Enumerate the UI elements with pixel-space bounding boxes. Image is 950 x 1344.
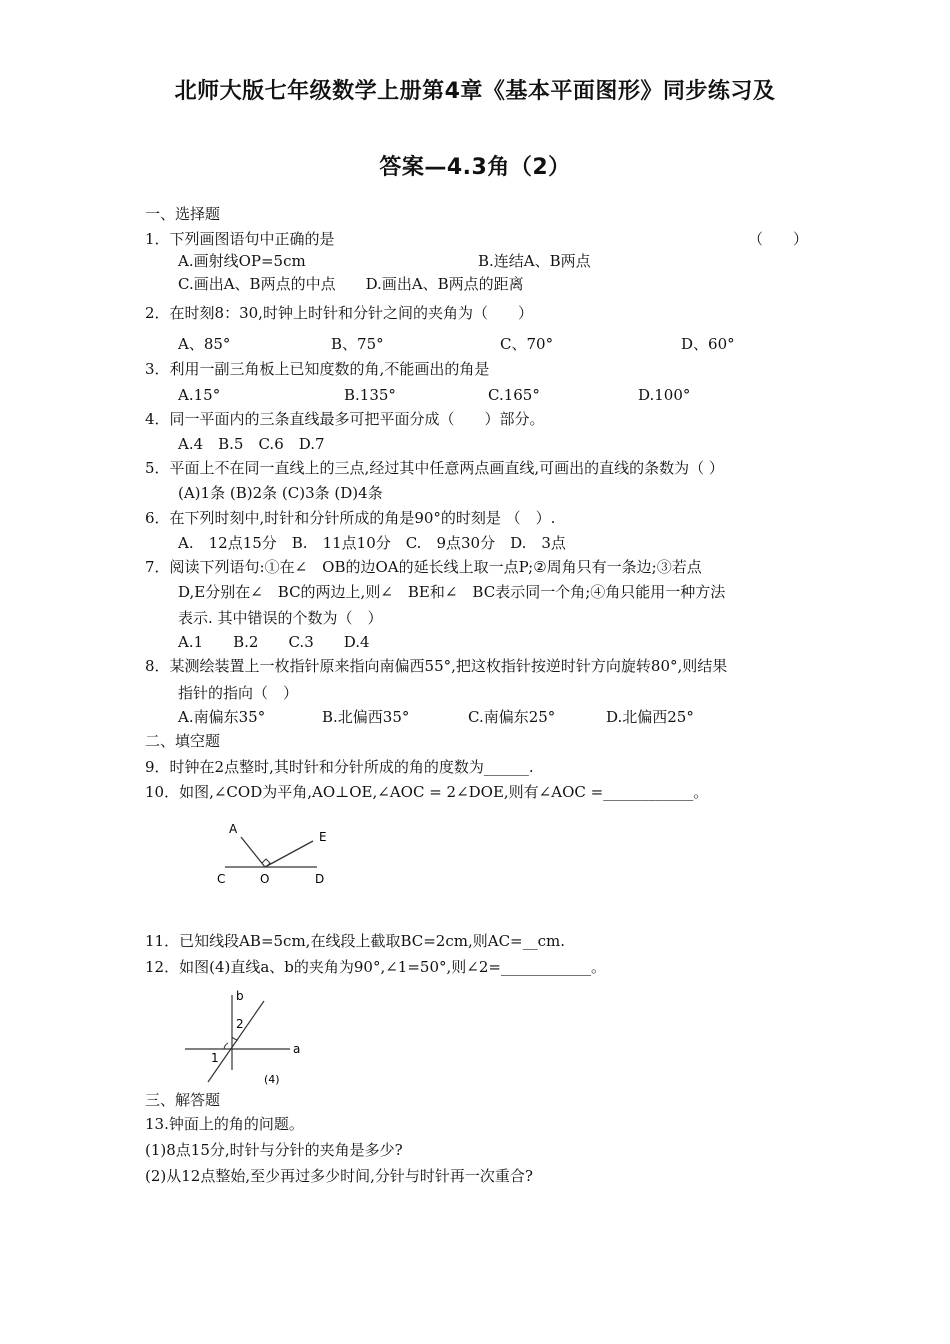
q4-stem: 4．同一平面内的三条直线最多可把平面分成（ ）部分。 [145,410,545,428]
section2-heading: 二、填空题 [145,732,221,750]
angle-2-arc [232,1037,238,1040]
q1-option-cd: C.画出A、B两点的中点 D.画出A、B两点的距离 [178,275,524,293]
q3-option-a: A.15° [178,386,221,404]
ray-oa [241,837,265,867]
q8-option-d: D.北偏西25° [606,708,694,726]
q12-text: 12．如图(4)直线a、b的夹角为90°,∠1=50°,则∠2=____________。 [145,958,606,976]
q2-option-c: C、70° [500,335,554,353]
q3-stem: 3．利用一副三角板上已知度数的角,不能画出的角是 [145,360,490,378]
q7-line3: 表示. 其中错误的个数为（ ） [178,609,383,627]
section1-heading: 一、选择题 [145,205,221,223]
section3-heading: 三、解答题 [145,1091,221,1109]
q1-option-b: B.连结A、B两点 [478,252,591,270]
q2-option-d: D、60° [681,335,735,353]
figure-angle-cod [205,815,335,890]
label-o: O [260,872,270,886]
angle-1-arc [224,1043,228,1049]
q7-line2: D,E分别在∠ BC的两边上,则∠ BE和∠ BC表示同一个角;④角只能用一种方法 [178,583,726,601]
label-b: b [236,989,244,1003]
q3-option-b: B.135° [344,386,396,404]
q9-text: 9．时钟在2点整时,其时针和分针所成的角的度数为______. [145,758,534,776]
label-a-line: a [293,1042,301,1056]
q7-options: A.1 B.2 C.3 D.4 [178,633,370,651]
q1-option-a: A.画射线OP=5cm [178,252,306,270]
q8-option-c: C.南偏东25° [468,708,556,726]
q11-text: 11．已知线段AB=5cm,在线段上截取BC=2cm,则AC=__cm. [145,932,566,950]
q4-options: A.4 B.5 C.6 D.7 [178,435,325,453]
q8-line1: 8．某测绘装置上一枚指针原来指向南偏西55°,把这枚指针按逆时针方向旋转80°,则结果 [145,657,728,675]
doc-title-line1: 北师大版七年级数学上册第4章《基本平面图形》同步练习及 [174,79,776,104]
q7-line1: 7．阅读下列语句:①在∠ OB的边OA的延长线上取一点P;②周角只有一条边;③若点 [145,558,702,576]
q5-options: (A)1条 (B)2条 (C)3条 (D)4条 [178,484,383,502]
figure-caption: (4) [264,1073,280,1085]
q1-stem: 1．下列画图语句中正确的是 [145,230,335,248]
q8-option-a: A.南偏东35° [178,708,266,726]
doc-title-line2: 答案—4.3角（2） [379,155,571,180]
q5-stem: 5．平面上不在同一直线上的三点,经过其中任意两点画直线,可画出的直线的条数为（ ） [145,459,724,477]
q13-text: 13.钟面上的角的问题。 [145,1115,304,1133]
label-angle-2: 2 [236,1017,244,1031]
q1-bracket: （ ） [748,230,809,248]
q8-line2: 指针的指向（ ） [178,684,299,702]
q2-option-a: A、85° [178,335,231,353]
label-c: C [217,872,226,886]
q13-part2: (2)从12点整始,至少再过多少时间,分针与时针再一次重合? [145,1167,533,1185]
q6-stem: 6．在下列时刻中,时针和分针所成的角是90°的时刻是 （ ）. [145,509,556,527]
q10-text: 10．如图,∠COD为平角,AO⊥OE,∠AOC = 2∠DOE,则有∠AOC =____________。 [145,783,709,801]
q2-stem: 2．在时刻8：30,时钟上时针和分针之间的夹角为（ ） [145,304,533,322]
q13-part1: (1)8点15分,时针与分针的夹角是多少? [145,1141,403,1159]
label-d: D [315,872,325,886]
transversal-line [208,1001,264,1082]
label-a: A [229,822,238,836]
q6-options: A. 12点15分 B. 11点10分 C. 9点30分 D. 3点 [178,534,566,552]
q8-option-b: B.北偏西35° [322,708,410,726]
q3-option-d: D.100° [638,386,691,404]
q2-option-b: B、75° [331,335,384,353]
figure-lines-ab [180,985,310,1085]
ray-oe [265,841,313,867]
q3-option-c: C.165° [488,386,540,404]
label-e: E [319,830,327,844]
label-angle-1: 1 [211,1051,219,1065]
